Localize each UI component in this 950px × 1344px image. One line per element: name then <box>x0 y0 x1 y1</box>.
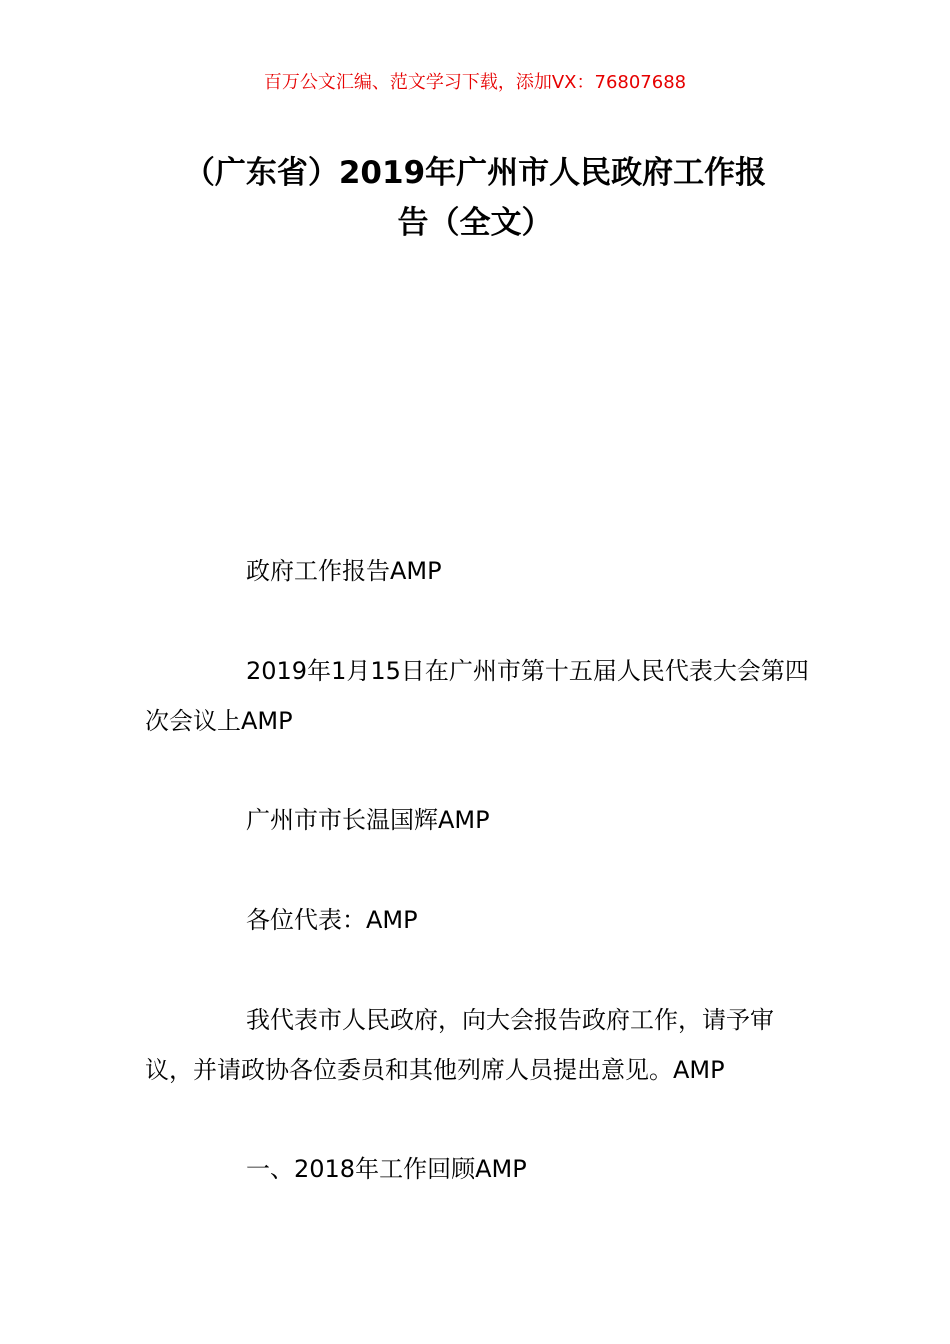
section-heading-review: 一、2018年工作回顾AMP <box>246 1155 527 1183</box>
paragraph-mayor: 广州市市长温国辉AMP <box>246 806 490 834</box>
paragraph-meeting-info: 2019年1月15日在广州市第十五届人民代表大会第四次会议上AMP <box>145 657 809 735</box>
paragraph-salutation: 各位代表：AMP <box>246 906 418 934</box>
header-watermark-note: 百万公文汇编、范文学习下载，添加VX：76807688 <box>263 72 687 93</box>
document-title-line-2: 告（全文） <box>397 205 553 241</box>
document-title-line-1: （广东省）2019年广州市人民政府工作报 <box>183 155 767 191</box>
paragraph-intro: 我代表市人民政府，向大会报告政府工作，请予审议，并请政协各位委员和其他列席人员提出意见。AMP <box>145 1006 774 1084</box>
paragraph-report-heading: 政府工作报告AMP <box>246 557 442 585</box>
document-title <box>140 148 810 248</box>
